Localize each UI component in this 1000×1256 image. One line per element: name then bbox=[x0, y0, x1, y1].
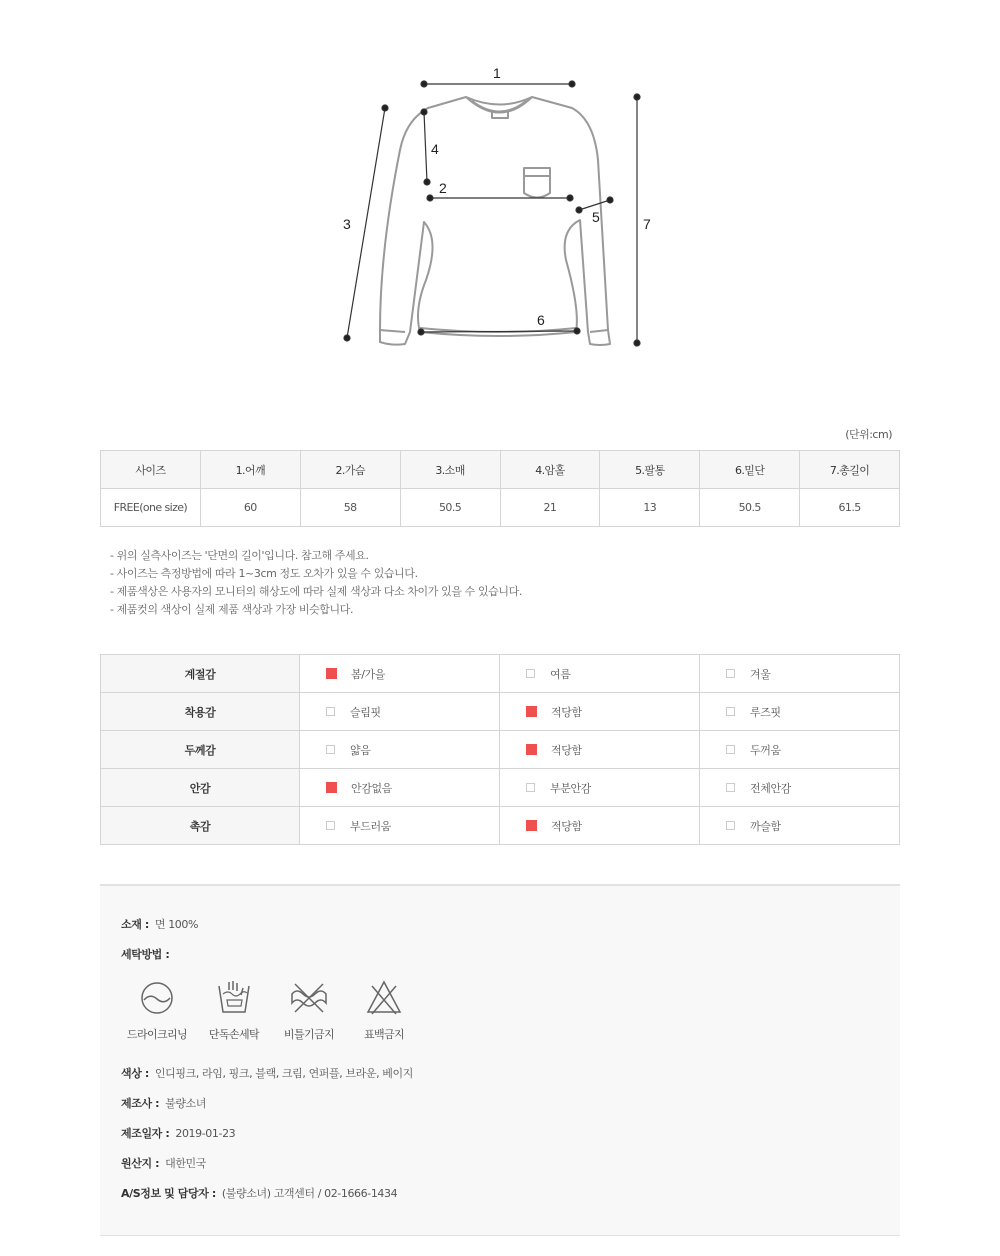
table-row bbox=[101, 731, 900, 769]
option-cell bbox=[700, 655, 900, 693]
hand-wash-icon bbox=[214, 978, 254, 1018]
table-cell: 50.5 bbox=[700, 489, 800, 527]
wash-item-hand-wash bbox=[194, 978, 274, 1042]
table-header-row bbox=[101, 451, 900, 489]
size-notes bbox=[110, 547, 522, 619]
as-info-label: A/S정보 및 담당자 : bbox=[121, 1187, 216, 1200]
unchecked-box-icon bbox=[726, 783, 735, 792]
table-cell: FREE(one size) bbox=[101, 489, 201, 527]
option-cell bbox=[300, 655, 500, 693]
measure-dot bbox=[421, 81, 427, 87]
size-table bbox=[100, 450, 900, 527]
unchecked-box-icon bbox=[726, 745, 735, 754]
no-wring-icon bbox=[289, 978, 329, 1018]
wash-item-no-wring bbox=[269, 978, 349, 1042]
option-label: 여름 bbox=[550, 667, 571, 681]
column-header: 6.밑단 bbox=[700, 451, 800, 489]
color-label: 색상 : bbox=[121, 1067, 149, 1080]
note-line: - 제품색상은 사용자의 모니터의 해상도에 따라 실제 색상과 다소 차이가 있을 수 있습니다. bbox=[110, 585, 522, 598]
size-diagram bbox=[300, 50, 700, 370]
checked-box-icon bbox=[526, 820, 537, 831]
option-item bbox=[500, 780, 699, 796]
option-item bbox=[300, 780, 499, 796]
measure-dot bbox=[634, 340, 640, 346]
measure-dot bbox=[576, 207, 582, 213]
table-row bbox=[101, 489, 900, 527]
option-cell bbox=[700, 807, 900, 845]
option-item bbox=[500, 818, 699, 834]
as-info-value: (불량소녀) 고객센터 / 02-1666-1434 bbox=[221, 1187, 398, 1200]
checked-box-icon bbox=[326, 668, 337, 679]
option-label: 얇음 bbox=[350, 743, 371, 757]
option-cell bbox=[500, 731, 700, 769]
origin-value: 대한민국 bbox=[165, 1157, 207, 1170]
option-label: 적당함 bbox=[551, 705, 582, 719]
measure-dot bbox=[569, 81, 575, 87]
checked-box-icon bbox=[526, 706, 537, 717]
option-cell bbox=[500, 655, 700, 693]
fit-feel-table bbox=[100, 654, 900, 845]
option-item bbox=[500, 742, 699, 758]
label-total-length: 7 bbox=[643, 216, 651, 232]
table-row bbox=[101, 655, 900, 693]
option-cell bbox=[700, 731, 900, 769]
option-cell bbox=[300, 731, 500, 769]
column-header: 3.소매 bbox=[400, 451, 500, 489]
measure-dot bbox=[607, 197, 613, 203]
option-label: 부드러움 bbox=[350, 819, 391, 833]
label-chest: 2 bbox=[439, 180, 447, 196]
note-line: - 위의 실측사이즈는 '단면의 길이'입니다. 참고해 주세요. bbox=[110, 549, 369, 562]
option-label: 두꺼움 bbox=[750, 743, 781, 757]
material-label: 소재 : bbox=[121, 918, 149, 931]
option-item bbox=[700, 818, 899, 834]
option-item bbox=[300, 666, 499, 682]
note-line: - 제품컷의 색상이 실제 제품 색상과 가장 비슷합니다. bbox=[110, 603, 354, 616]
table-cell: 13 bbox=[600, 489, 700, 527]
row-label: 두께감 bbox=[101, 731, 300, 769]
column-header: 2.가슴 bbox=[300, 451, 400, 489]
manufacture-date-row bbox=[121, 1125, 235, 1141]
unchecked-box-icon bbox=[326, 821, 335, 830]
option-cell bbox=[500, 693, 700, 731]
column-header: 5.팔통 bbox=[600, 451, 700, 489]
option-item bbox=[300, 818, 499, 834]
measure-dot bbox=[421, 109, 427, 115]
material-value: 면 100% bbox=[154, 918, 199, 931]
option-label: 안감없음 bbox=[351, 781, 392, 795]
option-label: 슬림핏 bbox=[350, 705, 381, 719]
product-info-box bbox=[100, 884, 900, 1236]
label-shoulder: 1 bbox=[493, 65, 501, 81]
option-label: 까슬함 bbox=[750, 819, 781, 833]
as-info-row bbox=[121, 1185, 397, 1201]
wash-label: 드라이크리닝 bbox=[126, 1028, 188, 1041]
long-sleeve-shirt-diagram bbox=[300, 50, 700, 370]
option-cell bbox=[300, 769, 500, 807]
unchecked-box-icon bbox=[726, 707, 735, 716]
column-header: 1.어깨 bbox=[200, 451, 300, 489]
unchecked-box-icon bbox=[526, 783, 535, 792]
row-label: 안감 bbox=[101, 769, 300, 807]
option-label: 적당함 bbox=[551, 743, 582, 757]
table-cell: 50.5 bbox=[400, 489, 500, 527]
checked-box-icon bbox=[326, 782, 337, 793]
manufacture-date-value: 2019-01-23 bbox=[175, 1127, 236, 1140]
wash-item-no-bleach bbox=[344, 978, 424, 1042]
option-item bbox=[700, 704, 899, 720]
option-cell bbox=[700, 769, 900, 807]
label-arm-width: 5 bbox=[592, 209, 600, 225]
washing-label: 세탁방법 : bbox=[121, 948, 170, 961]
option-item bbox=[700, 742, 899, 758]
table-row bbox=[101, 693, 900, 731]
unchecked-box-icon bbox=[326, 745, 335, 754]
option-label: 부분안감 bbox=[550, 781, 591, 795]
label-sleeve: 3 bbox=[343, 216, 351, 232]
material-row bbox=[121, 916, 198, 932]
unit-label: (단위:cm) bbox=[845, 428, 892, 441]
table-row bbox=[101, 769, 900, 807]
washing-row bbox=[121, 946, 175, 962]
note-line: - 사이즈는 측정방법에 따라 1~3cm 정도 오차가 있을 수 있습니다. bbox=[110, 567, 418, 580]
option-cell bbox=[500, 769, 700, 807]
option-item bbox=[300, 742, 499, 758]
color-row bbox=[121, 1065, 413, 1081]
measure-dot bbox=[634, 94, 640, 100]
column-header: 사이즈 bbox=[101, 451, 201, 489]
option-cell bbox=[300, 807, 500, 845]
row-label: 촉감 bbox=[101, 807, 300, 845]
manufacture-date-label: 제조일자 : bbox=[121, 1127, 170, 1140]
dry-clean-icon bbox=[137, 978, 177, 1018]
wash-label: 표백금지 bbox=[363, 1028, 405, 1041]
unchecked-box-icon bbox=[726, 821, 735, 830]
option-item bbox=[500, 704, 699, 720]
option-item bbox=[700, 780, 899, 796]
option-label: 적당함 bbox=[551, 819, 582, 833]
column-header: 7.총길이 bbox=[800, 451, 900, 489]
origin-row bbox=[121, 1155, 206, 1171]
option-label: 루즈핏 bbox=[750, 705, 781, 719]
unchecked-box-icon bbox=[726, 669, 735, 678]
table-row bbox=[101, 807, 900, 845]
wash-item-dry-clean bbox=[117, 978, 197, 1042]
table-cell: 61.5 bbox=[800, 489, 900, 527]
option-item bbox=[300, 704, 499, 720]
measure-dot bbox=[382, 105, 388, 111]
measure-dot bbox=[427, 195, 433, 201]
measure-dot bbox=[424, 179, 430, 185]
wash-label: 단독손세탁 bbox=[208, 1028, 260, 1041]
option-label: 전체안감 bbox=[750, 781, 791, 795]
option-cell bbox=[700, 693, 900, 731]
measure-dot bbox=[567, 195, 573, 201]
table-cell: 58 bbox=[300, 489, 400, 527]
table-cell: 21 bbox=[500, 489, 600, 527]
unchecked-box-icon bbox=[326, 707, 335, 716]
measure-dot bbox=[418, 329, 424, 335]
option-item bbox=[500, 666, 699, 682]
option-cell bbox=[500, 807, 700, 845]
row-label: 착용감 bbox=[101, 693, 300, 731]
maker-row bbox=[121, 1095, 206, 1111]
checked-box-icon bbox=[526, 744, 537, 755]
column-header: 4.암홀 bbox=[500, 451, 600, 489]
label-armhole: 4 bbox=[431, 141, 439, 157]
measure-dot bbox=[574, 328, 580, 334]
measure-dot bbox=[344, 335, 350, 341]
color-value: 인디핑크, 라임, 핑크, 블랙, 크림, 연퍼플, 브라운, 베이지 bbox=[154, 1067, 413, 1080]
origin-label: 원산지 : bbox=[121, 1157, 160, 1170]
maker-value: 불량소녀 bbox=[165, 1097, 207, 1110]
option-label: 겨울 bbox=[750, 667, 771, 681]
no-bleach-icon bbox=[364, 978, 404, 1018]
wash-label: 비틀기금지 bbox=[283, 1028, 335, 1041]
option-cell bbox=[300, 693, 500, 731]
option-item bbox=[700, 666, 899, 682]
label-hem: 6 bbox=[537, 312, 545, 328]
maker-label: 제조사 : bbox=[121, 1097, 160, 1110]
unchecked-box-icon bbox=[526, 669, 535, 678]
table-cell: 60 bbox=[200, 489, 300, 527]
row-label: 계절감 bbox=[101, 655, 300, 693]
option-label: 봄/가을 bbox=[351, 667, 385, 681]
